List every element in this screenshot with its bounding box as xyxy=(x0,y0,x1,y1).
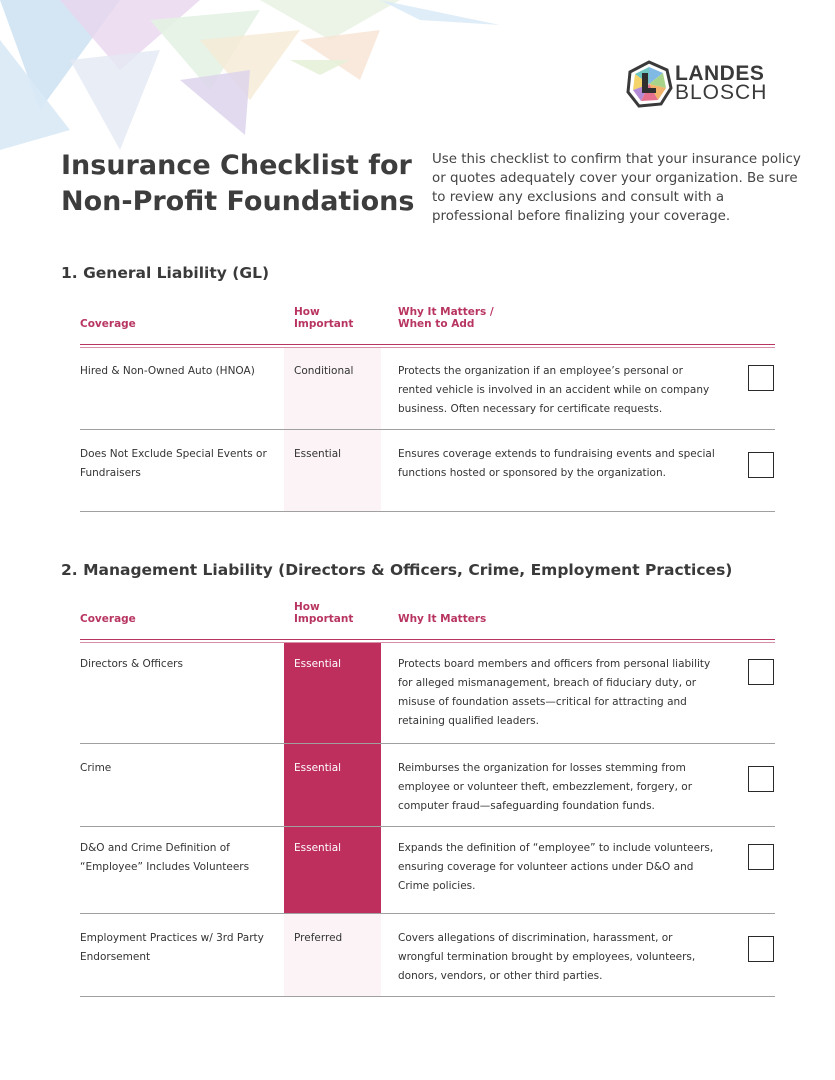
checkbox-directors-officers[interactable] xyxy=(748,659,774,685)
importance-cell: Essential xyxy=(294,762,342,774)
why-cell: Reimburses the organization for losses stemming from employee or volunteer theft, embezzlement, forgery, or computer fraud—safeguarding foundation funds. xyxy=(398,762,693,812)
checkbox-employment-practices[interactable] xyxy=(748,936,774,962)
company-logo xyxy=(625,60,785,108)
logo-text-landes: LANDES xyxy=(675,62,765,85)
importance-band-essential xyxy=(284,744,381,826)
table-row-volunteers xyxy=(80,827,775,914)
importance-cell: Conditional xyxy=(294,365,354,377)
why-cell: Covers allegations of discrimination, harassment, or wrongful termination brought by employees, volunteers, donors, vendors, or other third parties. xyxy=(398,932,696,982)
logo-text-blosch: BLOSCH xyxy=(675,81,768,104)
decorative-triangles xyxy=(0,0,520,150)
header-coverage: Coverage xyxy=(80,613,136,625)
importance-cell: Essential xyxy=(294,842,342,854)
logo-mark-icon xyxy=(625,60,673,108)
section-title-management-liability: 2. Management Liability (Directors & Officers, Crime, Employment Practices) xyxy=(61,561,733,579)
importance-cell: Preferred xyxy=(294,932,343,944)
coverage-cell: D&O and Crime Definition of “Employee” Includes Volunteers xyxy=(80,842,250,873)
page-title: Insurance Checklist for Non-Profit Foundations xyxy=(61,150,415,217)
coverage-cell: Crime xyxy=(80,762,112,774)
importance-band xyxy=(284,430,381,511)
section-title-general-liability: 1. General Liability (GL) xyxy=(61,264,270,282)
header-importance: How Important xyxy=(294,306,354,330)
table-row-crime xyxy=(80,744,775,827)
table-header xyxy=(80,302,775,344)
header-why: Why It Matters / When to Add xyxy=(398,306,494,330)
importance-band xyxy=(284,914,381,996)
coverage-cell: Hired & Non-Owned Auto (HNOA) xyxy=(80,365,255,377)
coverage-cell: Directors & Officers xyxy=(80,658,183,670)
management-liability-table xyxy=(80,597,775,997)
why-cell: Protects board members and officers from personal liability for alleged mismanagement, breach of fiduciary duty, or misuse of foundation assets—critical for attracting and retaining qualified leaders. xyxy=(398,658,711,727)
header-importance: How Important xyxy=(294,601,354,625)
table-header xyxy=(80,597,775,639)
table-row-special-events xyxy=(80,430,775,512)
checkbox-hnoa[interactable] xyxy=(748,365,774,391)
why-cell: Protects the organization if an employee’s personal or rented vehicle is involved in an accident while on company business. Often necessary for certificate requests. xyxy=(398,365,710,415)
checkbox-special-events[interactable] xyxy=(748,452,774,478)
header-coverage: Coverage xyxy=(80,318,136,330)
coverage-cell: Does Not Exclude Special Events or Fundraisers xyxy=(80,448,267,479)
table-row-hnoa xyxy=(80,348,775,430)
importance-band xyxy=(284,348,381,429)
importance-cell: Essential xyxy=(294,448,342,460)
checkbox-volunteers[interactable] xyxy=(748,844,774,870)
why-cell: Expands the definition of “employee” to include volunteers, ensuring coverage for volunteer actions under D&O and Crime policies. xyxy=(398,842,714,892)
intro-paragraph: Use this checklist to confirm that your insurance policy or quotes adequately cover your organization. Be sure to review any exclusions and consult with a professional before finalizing your coverage. xyxy=(432,152,801,224)
checkbox-crime[interactable] xyxy=(748,766,774,792)
importance-cell: Essential xyxy=(294,658,342,670)
coverage-cell: Employment Practices w/ 3rd Party Endorsement xyxy=(80,932,264,963)
table-row-employment-practices xyxy=(80,914,775,997)
table-row-directors-officers xyxy=(80,643,775,744)
general-liability-table xyxy=(80,302,775,512)
header-why: Why It Matters xyxy=(398,613,487,625)
why-cell: Ensures coverage extends to fundraising events and special functions hosted or sponsored by the organization. xyxy=(398,448,715,479)
